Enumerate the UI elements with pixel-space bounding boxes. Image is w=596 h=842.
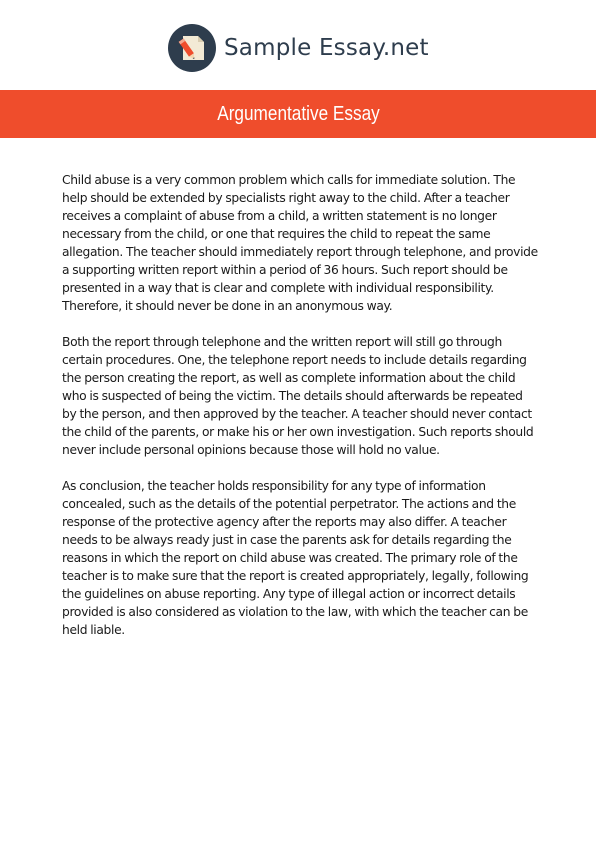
essay-paragraph-1: Child abuse is a very common problem which calls for immediate solution. The help should be extended by specialists right away to the child. After a teacher receives a complaint of abuse from a child, a written statement is no longer necessary from the child, or one that requires the child to repeat the same allegation. The teacher should immediately report through telephone, and provide a supporting written report within a period of 36 hours. Such report should be presented in a way that is clear and complete with individual responsibility. Therefore, it should never be done in an anonymous way. [62, 173, 538, 313]
pencil-paper-icon [168, 24, 216, 72]
brand-name: Sample Essay.net [224, 35, 429, 61]
essay-body [62, 171, 538, 657]
essay-paragraph-2: Both the report through telephone and the written report will still go through certain procedures. One, the telephone report needs to include details regarding the person creating the report, as well as complete information about the child who is suspected of being the victim. The details should afterwards be repeated by the person, and then approved by the teacher. A teacher should never contact the child of the parents, or make his or her own investigation. Such reports should never include personal opinions because those will hold no value. [62, 335, 534, 457]
page-header [0, 0, 596, 90]
document-title: Argumentative Essay [216, 102, 380, 125]
site-logo[interactable] [168, 24, 429, 72]
essay-paragraph-3: As conclusion, the teacher holds responsibility for any type of information concealed, such as the details of the potential perpetrator. The actions and the response of the protective agency after the reports may also differ. A teacher needs to be always ready just in case the parents ask for details regarding the reasons in which the report on child abuse was created. The primary role of the teacher is to make sure that the report is created appropriately, legally, following the guidelines on abuse reporting. Any type of illegal action or incorrect details provided is also considered as violation to the law, with which the teacher can be held liable. [62, 479, 529, 637]
title-banner [0, 90, 596, 138]
